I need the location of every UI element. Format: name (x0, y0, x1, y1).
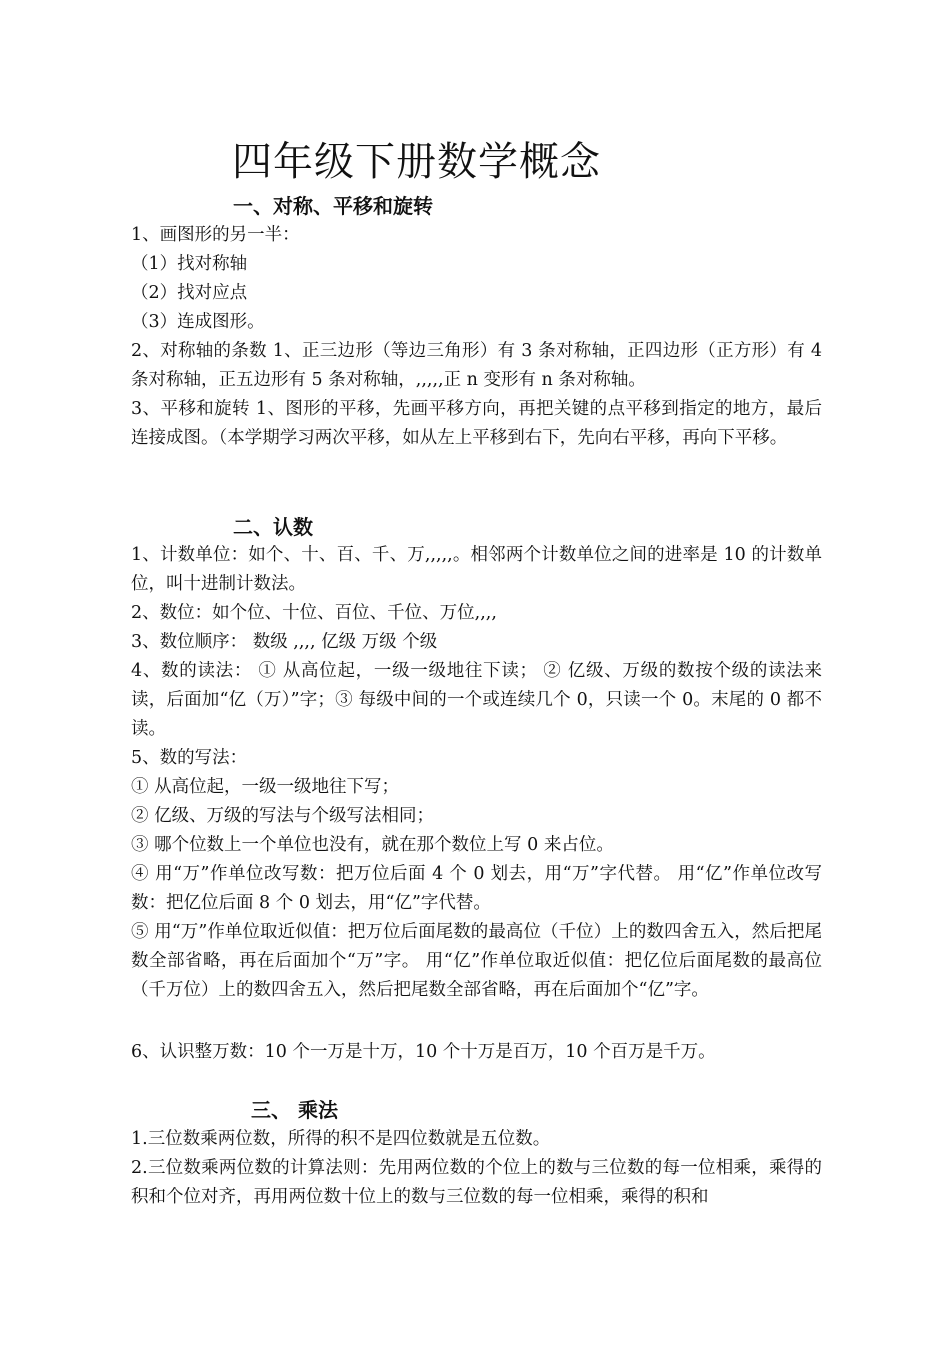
paragraph: 3、平移和旋转 1、图形的平移，先画平移方向，再把关键的点平移到指定的地方，最后连接成图。（本学期学习两次平移，如从左上平移到右下，先向右平移，再向下平移。 (131, 399, 822, 448)
paragraph: 2、对称轴的条数 1、正三边形（等边三角形）有 3 条对称轴，正四边形（正方形）有 4 条对称轴，正五边形有 5 条对称轴，,,,,,正 n 变形有 n 条对称轴。 (131, 341, 822, 390)
paragraph: 3、数位顺序： 数级 ,,,, 亿级 万级 个级 (131, 632, 438, 652)
paragraph: ③ 哪个位数上一个单位也没有，就在那个数位上写 0 来占位。 (131, 835, 614, 855)
section-heading-numbers: 二、认数 (233, 515, 313, 539)
paragraph: 4、数的读法： ① 从高位起，一级一级地往下读； ② 亿级、万级的数按个级的读法来读，后面加“亿（万）”字；③ 每级中间的一个或连续几个 0，只读一个 0。末尾的 0 都不读。 (131, 661, 822, 739)
paragraph: （2）找对应点 (131, 283, 248, 303)
paragraph: ⑤ 用“万”作单位取近似值：把万位后面尾数的最高位（千位）上的数四舍五入，然后把尾数全部省略，再在后面加个“万”字。 用“亿”作单位取近似值：把亿位后面尾数的最高位（千万位）上的数四舍五入，然后把尾数全部省略，再在后面加个“亿”字。 (131, 922, 822, 1000)
paragraph: ② 亿级、万级的写法与个级写法相同； (131, 806, 435, 826)
paragraph: ① 从高位起，一级一级地往下写； (131, 777, 400, 797)
document-title: 四年级下册数学概念 (232, 139, 601, 185)
paragraph: 1、计数单位：如个、十、百、千、万,,,,,。相邻两个计数单位之间的进率是 10 的计数单位，叫十进制计数法。 (131, 545, 822, 594)
paragraph: 1.三位数乘两位数，所得的积不是四位数就是五位数。 (131, 1129, 551, 1149)
paragraph: 5、数的写法： (131, 748, 248, 768)
paragraph: 1、画图形的另一半： (131, 225, 300, 245)
section-heading-symmetry: 一、对称、平移和旋转 (233, 194, 433, 218)
section-heading-multiplication: 三、 乘法 (251, 1098, 338, 1122)
paragraph: 2.三位数乘两位数的计算法则：先用两位数的个位上的数与三位数的每一位相乘，乘得的积和个位对齐，再用两位数十位上的数与三位数的每一位相乘，乘得的积和 (131, 1158, 822, 1207)
paragraph: （3）连成图形。 (131, 312, 265, 332)
paragraph: 6、认识整万数：10 个一万是十万，10 个十万是百万，10 个百万是千万。 (131, 1042, 716, 1062)
paragraph: 2、数位：如个位、十位、百位、千位、万位,,,, (131, 603, 497, 623)
paragraph: （1）找对称轴 (131, 254, 248, 274)
paragraph: ④ 用“万”作单位改写数：把万位后面 4 个 0 划去，用“万”字代替。 用“亿”作单位改写数：把亿位后面 8 个 0 划去，用“亿”字代替。 (131, 864, 822, 913)
